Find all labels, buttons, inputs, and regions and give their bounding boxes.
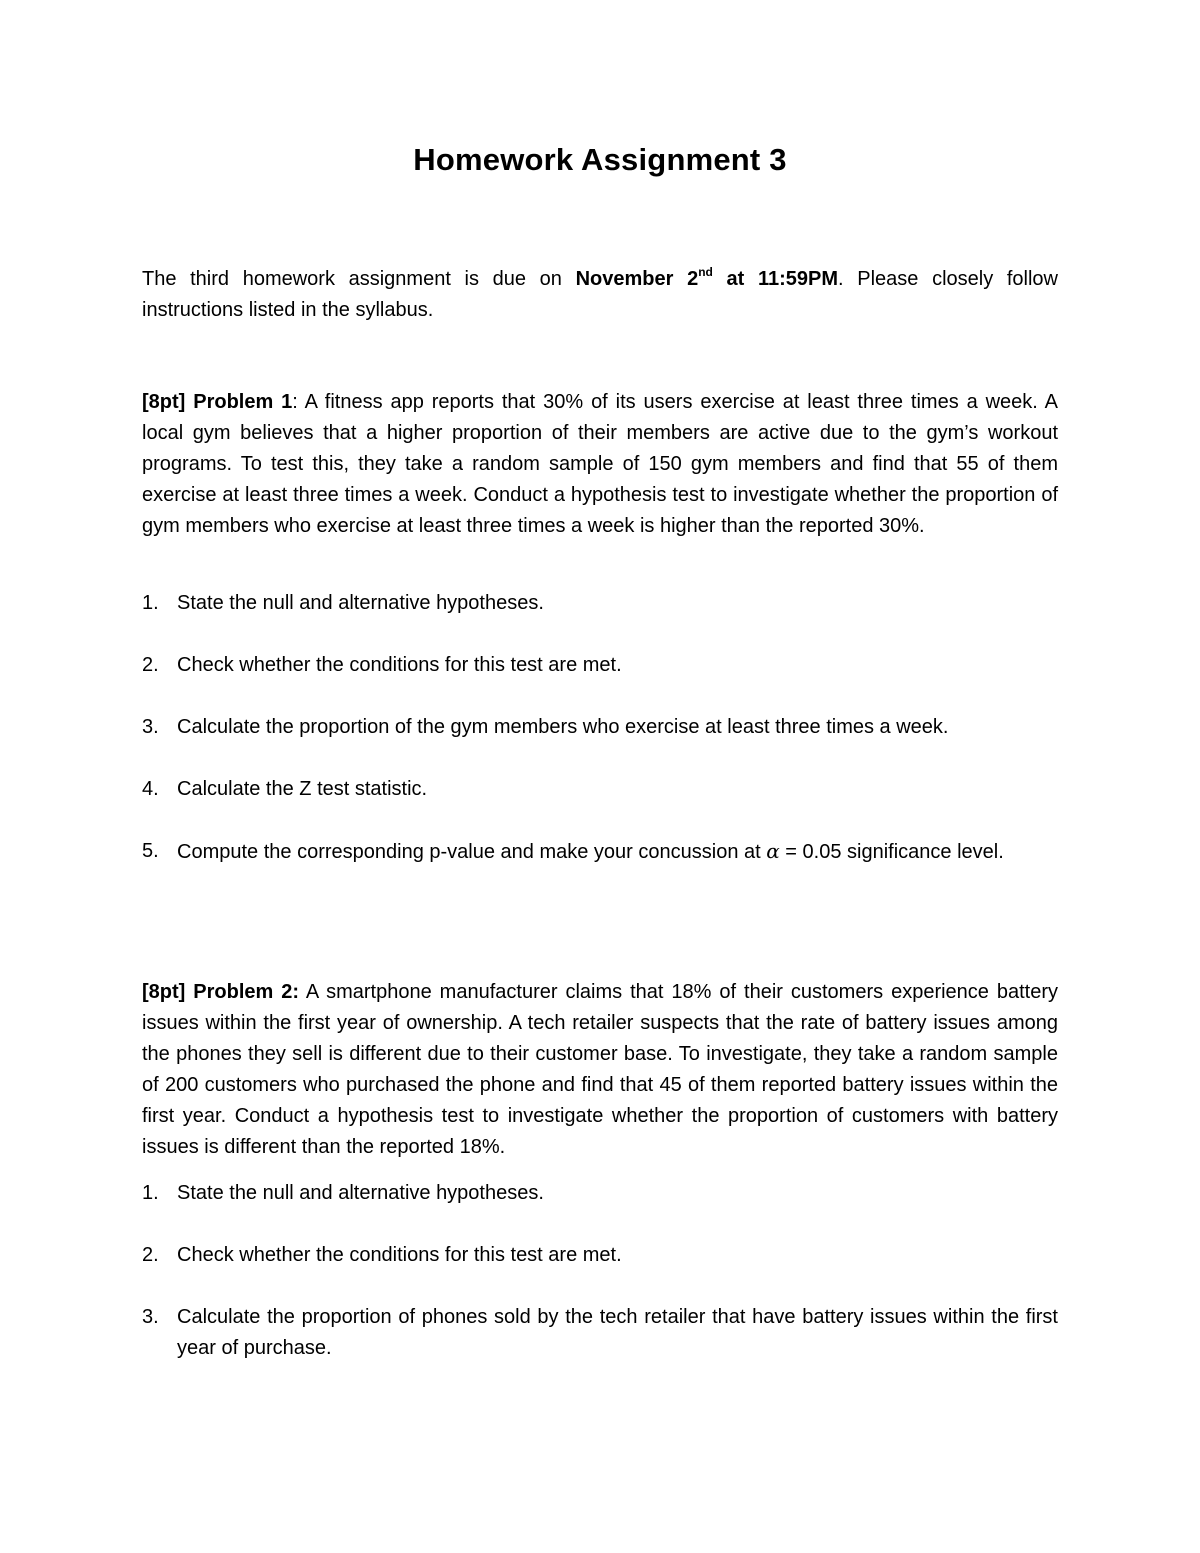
equals-sign: = xyxy=(779,841,803,863)
problem-1-points: [8pt] xyxy=(142,391,186,413)
list-item-text-after: significance level. xyxy=(841,841,1004,863)
intro-text-after: . Please closely follow instructions listed in the syllabus. xyxy=(142,268,1058,321)
list-item-text: Calculate the Z test statistic. xyxy=(177,778,428,800)
problem-1-label: Problem 1 xyxy=(193,391,293,413)
list-item-number: 2. xyxy=(142,654,159,676)
list-item xyxy=(142,588,1058,619)
list-item xyxy=(142,1302,1058,1364)
list-item xyxy=(142,650,1058,681)
problem-2-points: [8pt] xyxy=(142,981,186,1003)
page-title: Homework Assignment 3 xyxy=(413,142,787,177)
intro-paragraph xyxy=(142,264,1058,326)
alpha-value: 0.05 xyxy=(802,841,842,863)
intro-text-before: The third homework assignment is due on xyxy=(142,268,576,290)
problem-2-label: Problem 2: xyxy=(193,981,300,1003)
list-item-text: State the null and alternative hypotheses. xyxy=(177,1182,544,1204)
list-item-text: Check whether the conditions for this test are met. xyxy=(177,1244,622,1266)
list-item xyxy=(142,712,1058,743)
problem-2-body: A smartphone manufacturer claims that 18% of their customers experience battery issues within the first year of ownership. A tech retailer suspects that the rate of battery issues among the phones they sell is different due to their customer base. To investigate, they take a random sample of 200 customers who purchased the phone and find that 45 of them reported battery issues within the first year. Conduct a hypothesis test to investigate whether the proportion of customers with battery issues is different than the reported 18%. xyxy=(142,981,1059,1158)
problem-1-questions xyxy=(142,588,1058,899)
list-item-text: Calculate the proportion of the gym members who exercise at least three times a week. xyxy=(177,716,949,738)
list-item-number: 3. xyxy=(142,1306,159,1328)
list-item xyxy=(142,836,1058,868)
due-date xyxy=(575,265,839,290)
list-item xyxy=(142,1240,1058,1271)
list-item xyxy=(142,774,1058,805)
problem-1-colon: : xyxy=(292,391,298,413)
problem-1-body: A fitness app reports that 30% of its users exercise at least three times a week. A local gym believes that a higher proportion of their members are active due to the gym’s workout programs. To test this, they take a random sample of 150 gym members and find that 55 of them exercise at least three times a week. Conduct a hypothesis test to investigate whether the proportion of gym members who exercise at least three times a week is higher than the reported 30%. xyxy=(142,391,1058,537)
due-time: at 11:59PM xyxy=(712,268,839,290)
list-item-text: State the null and alternative hypotheses. xyxy=(177,592,544,614)
problem-2-questions xyxy=(142,1178,1058,1395)
list-item-number: 1. xyxy=(142,1182,159,1204)
list-item-number: 1. xyxy=(142,592,159,614)
list-item-number: 4. xyxy=(142,778,159,800)
list-item-text-before: Compute the corresponding p-value and make your concussion at xyxy=(177,841,767,863)
problem-2-paragraph xyxy=(142,977,1058,1163)
list-item-number: 5. xyxy=(142,840,159,862)
list-item xyxy=(142,1178,1058,1209)
alpha-symbol: α xyxy=(766,839,780,863)
list-item-number: 3. xyxy=(142,716,159,738)
problem-1-paragraph xyxy=(142,387,1058,542)
list-item-text: Calculate the proportion of phones sold by the tech retailer that have battery issues within the first year of purchase. xyxy=(177,1306,1058,1359)
list-item-number: 2. xyxy=(142,1244,159,1266)
list-item-text: Check whether the conditions for this test are met. xyxy=(177,654,622,676)
due-date-suffix: nd xyxy=(698,265,713,279)
due-month-day: November 2 xyxy=(575,268,699,290)
